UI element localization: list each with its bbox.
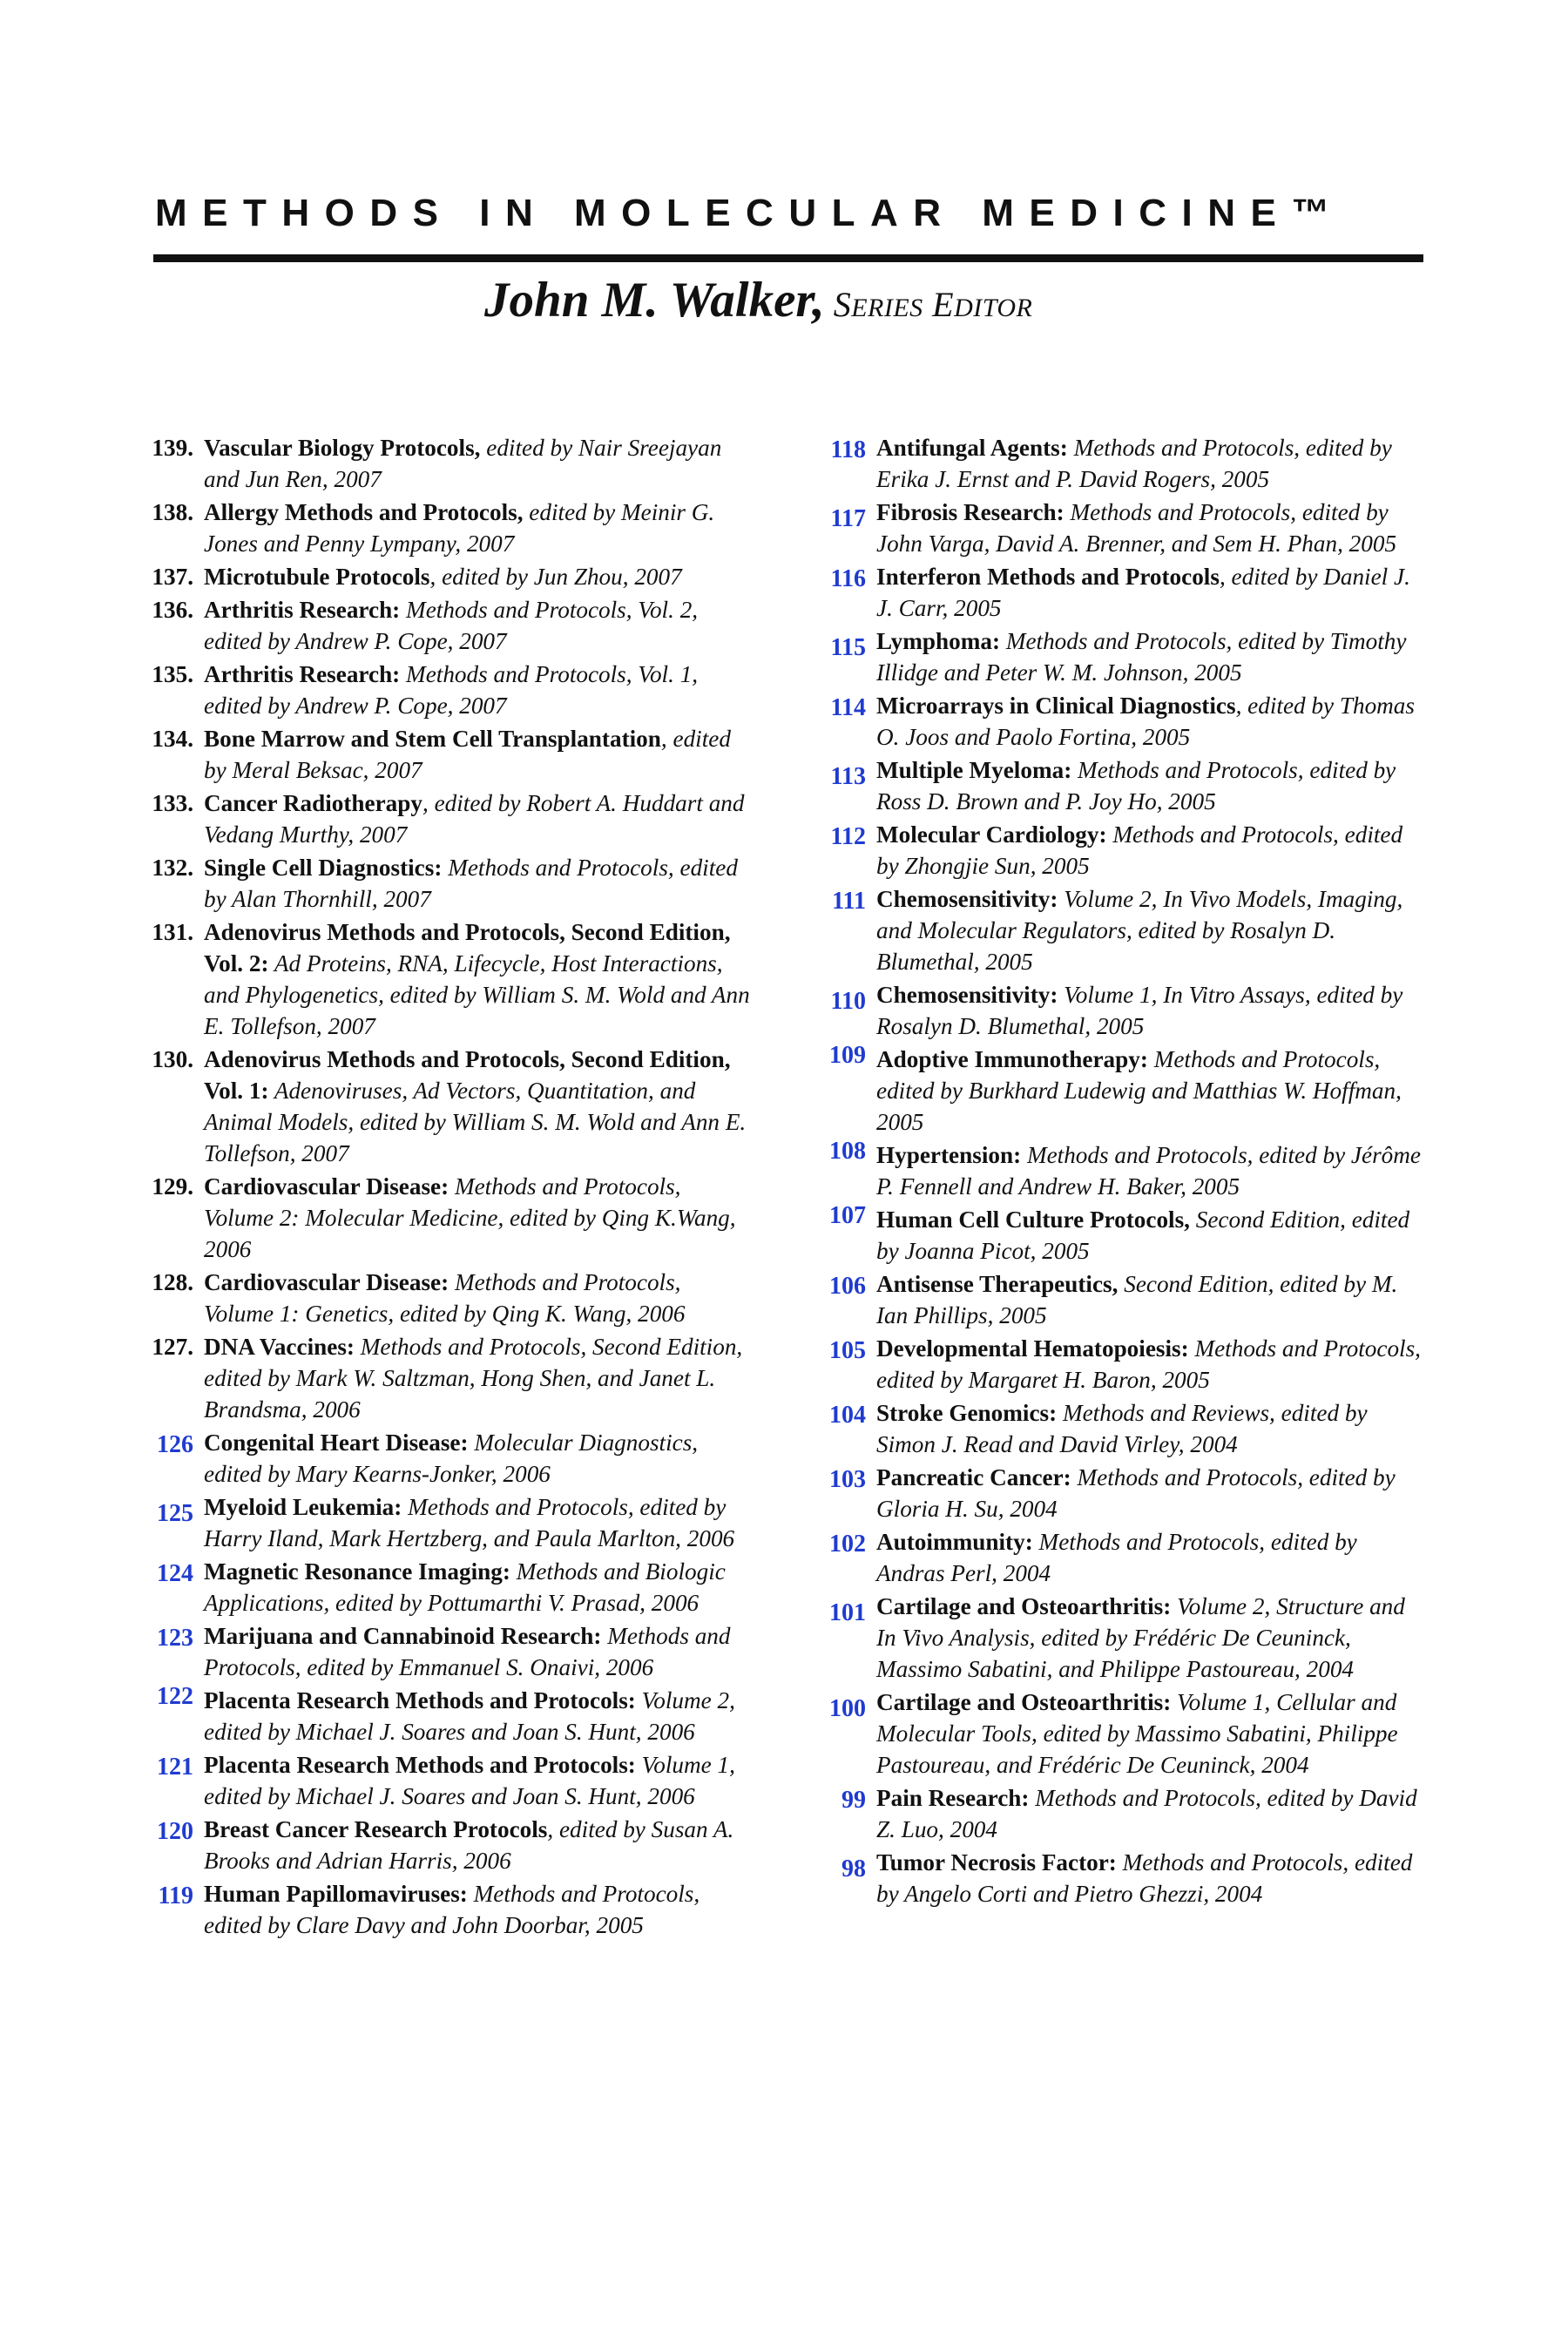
volume-details: Adenoviruses, Ad Vectors, Quantitation, and Animal Models, edited by William S. M. Wold and Ann E. Tollefson, 2007: [204, 1078, 747, 1166]
volume-title: Chemosensitivity:: [876, 886, 1058, 912]
list-item: [141, 1171, 751, 1265]
volume-number: 130.: [152, 1046, 193, 1072]
volume-title: Cartilage and Osteoarthritis:: [876, 1593, 1172, 1619]
volume-details: Second Edition, edited by Joanna Picot, 2005: [876, 1206, 1410, 1264]
volume-title: Microarrays in Clinical Diagnostics: [876, 693, 1236, 719]
editor-role-cap-2: E: [923, 285, 955, 324]
list-item: [141, 1267, 751, 1329]
volume-details: , edited by Robert A. Huddart and Vedang Murthy, 2007: [204, 790, 745, 848]
title-rule: [153, 254, 1423, 262]
volume-details: Methods and Protocols, edited by Gloria H. Su, 2004: [876, 1464, 1396, 1522]
series-title: METHODS IN MOLECULAR MEDICINE™: [155, 192, 1345, 234]
volume-number: 135.: [152, 661, 193, 687]
editor-name: John M. Walker,: [484, 273, 825, 328]
volume-number: 112: [830, 823, 866, 850]
editor-role-small-2: DITOR: [954, 294, 1033, 322]
volume-title: Placenta Research Methods and Protocols:: [204, 1752, 636, 1778]
volume-details: Methods and Protocols, Volume 1: Genetics, edited by Qing K. Wang, 2006: [204, 1269, 686, 1327]
list-item: [141, 1491, 751, 1554]
volume-details: Methods and Protocols, edited by Timothy Illidge and Peter W. M. Johnson, 2005: [876, 628, 1407, 686]
volume-title: Vascular Biology Protocols,: [204, 435, 481, 461]
volume-title: Arthritis Research:: [204, 597, 401, 623]
volume-title: Magnetic Resonance Imaging:: [204, 1558, 510, 1585]
volume-title: Stroke Genomics:: [876, 1400, 1058, 1426]
volume-details: Second Edition, edited by M. Ian Phillips, 2005: [876, 1271, 1398, 1328]
list-item: [141, 916, 751, 1042]
volume-details: Methods and Protocols, Vol. 2, edited by Andrew P. Cope, 2007: [204, 597, 699, 654]
volume-number: 114: [830, 694, 866, 721]
volume-details: Volume 2, edited by Michael J. Soares and Joan S. Hunt, 2006: [204, 1687, 735, 1745]
volume-number: 123: [157, 1625, 193, 1652]
volume-number: 106: [829, 1273, 866, 1300]
volume-number: 134.: [152, 726, 193, 752]
volume-details: Volume 2, Structure and In Vivo Analysis, edited by Frédéric De Ceuninck, Massimo Sabatini, and Philippe Pastoureau, 2004: [876, 1593, 1405, 1682]
volume-number: 137.: [152, 564, 193, 590]
volume-details: , edited by Meral Beksac, 2007: [204, 726, 731, 783]
volume-number: 108: [829, 1138, 866, 1165]
volume-title: Cartilage and Osteoarthritis:: [876, 1689, 1172, 1715]
volume-title: Fibrosis Research:: [876, 499, 1064, 525]
list-item: [814, 1686, 1423, 1781]
volume-details: Methods and Protocols, Second Edition, edited by Mark W. Saltzman, Hong Shen, and Janet L. Brandsma, 2006: [204, 1334, 743, 1423]
volume-title: Human Cell Culture Protocols,: [876, 1206, 1190, 1233]
volume-title: Pain Research:: [876, 1785, 1030, 1811]
volume-number: 120: [157, 1818, 193, 1845]
volume-number: 119: [158, 1882, 193, 1909]
volume-details: Methods and Protocols, edited by Erika J. Ernst and P. David Rogers, 2005: [876, 435, 1392, 492]
volume-title: Molecular Cardiology:: [876, 821, 1107, 848]
volume-details: Methods and Protocols, edited by Angelo Corti and Pietro Ghezzi, 2004: [876, 1849, 1413, 1907]
volume-number: 111: [832, 888, 866, 915]
volume-title: Human Papillomaviruses:: [204, 1881, 468, 1907]
volume-number: 127.: [152, 1334, 193, 1360]
list-item: [141, 497, 751, 559]
volume-title: Developmental Hematopoiesis:: [876, 1335, 1189, 1362]
volume-number: 129.: [152, 1173, 193, 1200]
volume-details: Methods and Protocols, edited by Burkhard Ludewig and Matthias W. Hoffman, 2005: [876, 1046, 1402, 1135]
volume-number: 110: [830, 988, 866, 1015]
list-item: [814, 979, 1423, 1042]
volume-details: Volume 1, Cellular and Molecular Tools, edited by Massimo Sabatini, Philippe Pastoureau, and Frédéric De Ceuninck, 2004: [876, 1689, 1398, 1778]
volume-details: Molecular Diagnostics, edited by Mary Kearns-Jonker, 2006: [204, 1429, 699, 1487]
volume-number: 122: [157, 1683, 193, 1710]
list-item: [814, 1397, 1423, 1460]
editor-role-cap-1: S: [833, 285, 852, 324]
volume-details: Methods and Protocols, edited by Alan Thornhill, 2007: [204, 855, 738, 912]
volume-number: 128.: [152, 1269, 193, 1295]
volume-number: 139.: [152, 435, 193, 461]
volume-title: Multiple Myeloma:: [876, 757, 1072, 783]
list-item: [141, 1331, 751, 1425]
list-item: [814, 625, 1423, 688]
list-item: [141, 432, 751, 495]
list-item: [814, 1333, 1423, 1396]
volume-details: Methods and Biologic Applications, edited by Pottumarthi V. Prasad, 2006: [204, 1558, 726, 1616]
list-item: [814, 1782, 1423, 1845]
volume-details: Methods and Protocols, Vol. 1, edited by Andrew P. Cope, 2007: [204, 661, 699, 719]
list-item: [814, 819, 1423, 882]
volume-number: 104: [829, 1402, 866, 1429]
volume-number: 124: [157, 1560, 193, 1587]
volume-number: 105: [829, 1337, 866, 1364]
volume-title: Adenovirus Methods and Protocols, Second Edition, Vol. 1:: [204, 1046, 731, 1104]
list-item: [814, 1526, 1423, 1589]
volume-number: 132.: [152, 855, 193, 881]
list-item: [141, 723, 751, 786]
volume-title: Cardiovascular Disease:: [204, 1269, 449, 1295]
volume-title: Hypertension:: [876, 1142, 1022, 1168]
volume-number: 102: [829, 1531, 866, 1558]
volume-number: 125: [157, 1500, 193, 1527]
volume-details: Methods and Protocols, edited by David Z. Luo, 2004: [876, 1785, 1417, 1842]
volume-details: Methods and Protocols, Volume 2: Molecular Medicine, edited by Qing K.Wang, 2006: [204, 1173, 736, 1262]
volume-details: Methods and Reviews, edited by Simon J. Read and David Virley, 2004: [876, 1400, 1368, 1457]
volume-number: 133.: [152, 790, 193, 816]
list-item: [141, 1685, 751, 1747]
volume-details: Methods and Protocols, edited by Ross D. Brown and P. Joy Ho, 2005: [876, 757, 1396, 814]
list-item: [814, 432, 1423, 495]
volume-number: 117: [830, 505, 866, 532]
volume-details: Methods and Protocols, edited by Clare Davy and John Doorbar, 2005: [204, 1881, 700, 1938]
volume-details: , edited by Jun Zhou, 2007: [429, 564, 682, 590]
volume-details: Methods and Protocols, edited by Harry Iland, Mark Hertzberg, and Paula Marlton, 2006: [204, 1494, 735, 1551]
volume-title: Chemosensitivity:: [876, 982, 1058, 1008]
list-item: [141, 1044, 751, 1169]
list-item: [814, 497, 1423, 559]
list-item: [141, 1556, 751, 1619]
volume-title: Adoptive Immunotherapy:: [876, 1046, 1148, 1072]
volume-title: Cardiovascular Disease:: [204, 1173, 449, 1200]
volume-details: , edited by Thomas O. Joos and Paolo Fortina, 2005: [876, 693, 1415, 750]
volume-number: 107: [829, 1202, 866, 1229]
list-item: [814, 1462, 1423, 1524]
list-item: [814, 1268, 1423, 1331]
list-item: [141, 1749, 751, 1812]
list-item: [814, 1847, 1423, 1909]
volume-title: Single Cell Diagnostics:: [204, 855, 443, 881]
volume-title: Tumor Necrosis Factor:: [876, 1849, 1117, 1876]
volume-details: Ad Proteins, RNA, Lifecycle, Host Interactions, and Phylogenetics, edited by William S. M. Wold and Ann E. Tollefson, 2007: [204, 950, 750, 1039]
volume-title: Pancreatic Cancer:: [876, 1464, 1071, 1490]
list-item: [814, 1044, 1423, 1138]
volume-number: 136.: [152, 597, 193, 623]
volume-title: Interferon Methods and Protocols: [876, 564, 1220, 590]
list-item: [814, 1139, 1423, 1202]
volume-title: Allergy Methods and Protocols,: [204, 499, 524, 525]
volume-title: Cancer Radiotherapy: [204, 790, 422, 816]
volume-details: Methods and Protocols, edited by Andras Perl, 2004: [876, 1529, 1357, 1586]
volume-number: 109: [829, 1042, 866, 1069]
list-item: [814, 754, 1423, 817]
volume-details: Volume 1, In Vitro Assays, edited by Rosalyn D. Blumethal, 2005: [876, 982, 1403, 1039]
volume-title: Antisense Therapeutics,: [876, 1271, 1119, 1297]
volume-number: 115: [830, 634, 866, 661]
volume-details: Methods and Protocols, edited by Emmanuel S. Onaivi, 2006: [204, 1623, 731, 1680]
volume-title: Microtubule Protocols: [204, 564, 430, 590]
volume-title: Arthritis Research:: [204, 661, 401, 687]
list-item: [814, 883, 1423, 977]
volume-title: Congenital Heart Disease:: [204, 1429, 469, 1456]
volume-title: Breast Cancer Research Protocols: [204, 1816, 548, 1842]
list-item: [141, 659, 751, 721]
volume-details: edited by Nair Sreejayan and Jun Ren, 2007: [204, 435, 722, 492]
volume-details: Volume 1, edited by Michael J. Soares and Joan S. Hunt, 2006: [204, 1752, 735, 1809]
volume-title: Marijuana and Cannabinoid Research:: [204, 1623, 602, 1649]
left-column-list: [141, 432, 751, 1943]
volume-title: Myeloid Leukemia:: [204, 1494, 402, 1520]
volume-details: Methods and Protocols, edited by John Varga, David A. Brenner, and Sem H. Phan, 2005: [876, 499, 1397, 557]
volume-details: , edited by Susan A. Brooks and Adrian Harris, 2006: [204, 1816, 734, 1874]
volume-details: Methods and Protocols, edited by Zhongjie Sun, 2005: [876, 821, 1403, 879]
volume-title: Bone Marrow and Stem Cell Transplantation: [204, 726, 661, 752]
volume-title: Antifungal Agents:: [876, 435, 1068, 461]
volume-title: Autoimmunity:: [876, 1529, 1033, 1555]
list-item: [814, 690, 1423, 753]
volume-details: Methods and Protocols, edited by Jérôme P. Fennell and Andrew H. Baker, 2005: [876, 1142, 1421, 1200]
list-item: [814, 1591, 1423, 1685]
list-item: [814, 561, 1423, 624]
volume-number: 100: [829, 1695, 866, 1722]
list-item: [141, 561, 751, 592]
list-item: [141, 594, 751, 657]
list-item: [141, 1814, 751, 1876]
volume-number: 113: [830, 763, 866, 790]
series-editor: [484, 272, 1032, 328]
volume-number: 99: [841, 1787, 866, 1814]
volume-number: 126: [157, 1431, 193, 1458]
volume-number: 103: [829, 1466, 866, 1493]
list-item: [141, 787, 751, 850]
volume-number: 101: [829, 1599, 866, 1626]
volume-details: edited by Meinir G. Jones and Penny Lympany, 2007: [204, 499, 715, 557]
editor-role-small-1: ERIES: [851, 294, 923, 322]
list-item: [141, 852, 751, 915]
volume-number: 131.: [152, 919, 193, 945]
volume-title: Adenovirus Methods and Protocols, Second Edition, Vol. 2:: [204, 919, 731, 977]
list-item: [814, 1204, 1423, 1267]
volume-number: 118: [830, 436, 866, 463]
volume-details: , edited by Daniel J. J. Carr, 2005: [876, 564, 1410, 621]
list-item: [141, 1620, 751, 1683]
volume-details: Volume 2, In Vivo Models, Imaging, and Molecular Regulators, edited by Rosalyn D. Blumethal, 2005: [876, 886, 1403, 975]
list-item: [141, 1427, 751, 1490]
editor-role: [834, 285, 1033, 324]
list-item: [141, 1878, 751, 1941]
right-column-list: [814, 432, 1423, 1911]
volume-number: 138.: [152, 499, 193, 525]
volume-details: Methods and Protocols, edited by Margaret H. Baron, 2005: [876, 1335, 1421, 1393]
volume-title: DNA Vaccines:: [204, 1334, 355, 1360]
volume-number: 121: [157, 1754, 193, 1781]
volume-number: 98: [841, 1855, 866, 1882]
volume-title: Lymphoma:: [876, 628, 1001, 654]
volume-title: Placenta Research Methods and Protocols:: [204, 1687, 636, 1713]
volume-number: 116: [830, 565, 866, 592]
